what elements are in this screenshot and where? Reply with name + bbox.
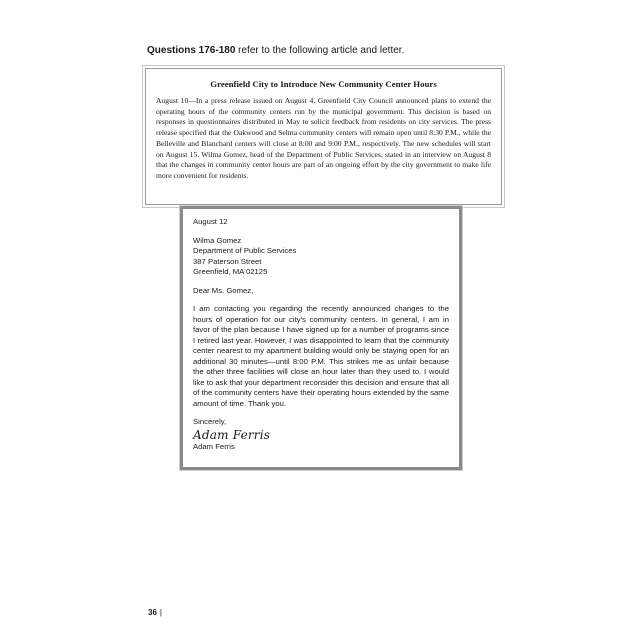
article-body: August 10—In a press release issued on August 4, Greenfield City Council announced plans to extend the operating hours of the community centers run by the municipal government. This decision is based on responses in questionnaires distributed in May to solicit feedback from residents on city services. The press release specified that the Oakwood and Selma community centers will remain open until 8:30 P.M., while the Belleville and Blanchard centers will close at 8:00 and 9:00 P.M., respectively. The new schedules will start on August 15. Wilma Gomez, head of the Department of Public Services, stated in an interview on August 8 that the changes in community center hours are part of an ongoing effort by the city government to make life more convenient for residents.: [156, 96, 491, 180]
letter-closing: Sincerely,: [193, 417, 227, 426]
questions-instruction: refer to the following article and letter.: [235, 45, 405, 56]
page-number-value: 36: [148, 608, 157, 617]
letter-address: [193, 236, 449, 278]
address-line: Wilma Gomez: [193, 235, 242, 245]
article-box: [145, 68, 502, 205]
letter-box: [180, 206, 462, 470]
address-line: 387 Paterson Street: [193, 256, 262, 266]
handwritten-signature: Adam Ferris: [193, 427, 271, 442]
letter-body: I am contacting you regarding the recently announced changes to the hours of operation for our city's community centers. In general, I am in favor of the plan because I have signed up for a number of programs since I retired last year. However, I was disappointed to learn that the community center nearest to my apartment building would only be staying open for an additional 30 minutes—until 8:00 P.M. This strikes me as unfair because the other three facilities will close an hour later than they used to. I would like to ask that your department reconsider this decision and ensure that all of the community centers have their operating hours extended by the same amount of time. Thank you.: [193, 304, 449, 408]
letter-salutation: Dear Ms. Gomez,: [193, 285, 254, 295]
address-line: Department of Public Services: [193, 246, 297, 255]
article-title: Greenfield City to Introduce New Community Center Hours: [210, 79, 437, 89]
page-number-separator: |: [159, 608, 162, 617]
questions-intro: [147, 45, 547, 56]
address-line: Greenfield, MA 02125: [193, 267, 268, 276]
page-number: [148, 608, 162, 617]
questions-range: Questions 176-180: [147, 45, 236, 56]
letter-sender-name: Adam Ferris: [193, 441, 235, 451]
letter-date: August 12: [193, 217, 228, 226]
